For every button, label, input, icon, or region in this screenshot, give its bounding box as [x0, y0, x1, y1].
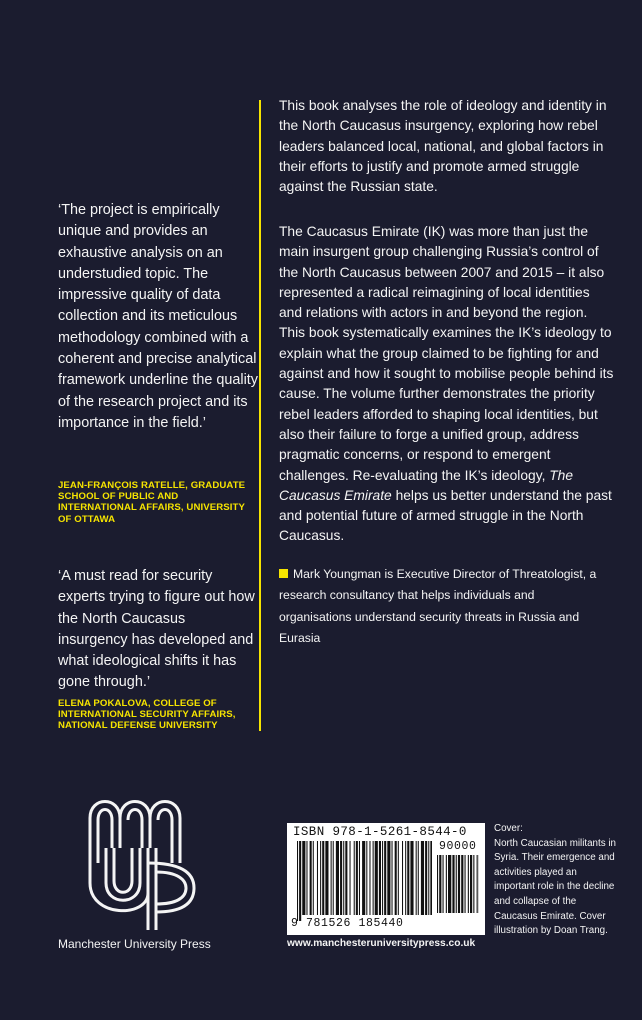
barcode-bars-icon — [297, 841, 432, 921]
author-bio — [279, 564, 609, 649]
publisher-name: Manchester University Press — [58, 937, 211, 951]
review-attribution-1: JEAN-FRANÇOIS RATELLE, GRADUATE SCHOOL OF PUBLIC AND INTERNATIONAL AFFAIRS, UNIVERSITY OF OTTAWA — [58, 480, 246, 525]
review-quote-2: ‘A must read for security experts trying to figure out how the North Caucasus insurgency has developed and what ideological shifts it has gone through.’ — [58, 568, 255, 691]
cover-note — [494, 822, 620, 939]
cover-note-label: Cover: — [494, 823, 523, 834]
blurb-paragraph-1: This book analyses the role of ideology and identity in the North Caucasus insurgency, exploring how rebel leaders balanced local, national, and global factors in their efforts to justify and promote armed struggle against the Russian state. — [279, 98, 607, 195]
isbn-addon: 90000 — [439, 840, 477, 853]
review-quote-1: ‘The project is empirically unique and provides an exhaustive analysis on an understudied topic. The impressive quality of data collection and its meticulous methodology combined with a coherent and precise analytical framework underline the quality of the research project and its importance in the field.’ — [58, 202, 258, 431]
yellow-square-icon — [279, 569, 288, 578]
book-title: The Caucasus Emirate — [279, 467, 574, 503]
addon-bars-icon — [437, 855, 479, 913]
cover-note-text: North Caucasian militants in Syria. Their emergence and activities played an important role in the decline and collapse of the Caucasus Emirate. Cover illustration by Doan Trang. — [494, 837, 616, 937]
publisher-url: www.manchesteruniversitypress.co.uk — [287, 938, 476, 949]
mup-logo-icon — [82, 788, 204, 938]
review-attribution-2: ELENA POKALOVA, COLLEGE OF INTERNATIONAL SECURITY AFFAIRS, NATIONAL DEFENSE UNIVERSITY — [58, 698, 236, 732]
column-divider — [259, 100, 261, 731]
blurb-text: The Caucasus Emirate (IK) was more than just the main insurgent group challenging Russia’s control of the North Caucasus between 2007 and 2015 – it also represented a radical reimagining of local identities and relations with actors in and beyond the region. This book systematically examines the IK’s ideology to explain what the group claimed to be fighting for and against and how it sought to mobilise people behind its cause. The volume further demonstrates the priority rebel leaders afforded to shaping local identities, but also their failure to forge a unified group, address pragmatic concerns, or respond to emergent challenges. Re-evaluating the IK’s ideology, — [279, 224, 614, 483]
isbn-label: ISBN 978-1-5261-8544-0 — [293, 825, 467, 839]
blurb-paragraph-2 — [279, 222, 615, 547]
author-bio-text: Mark Youngman is Executive Director of Threatologist, a research consultancy that helps individuals and organisations understand security threats in Russia and Eurasia — [279, 567, 597, 645]
blurb-text-end: helps us better understand the past and potential future of armed struggle in the North Caucasus. — [279, 487, 612, 544]
isbn-barcode — [287, 823, 485, 935]
isbn-number: 9 781526 185440 — [291, 917, 404, 930]
